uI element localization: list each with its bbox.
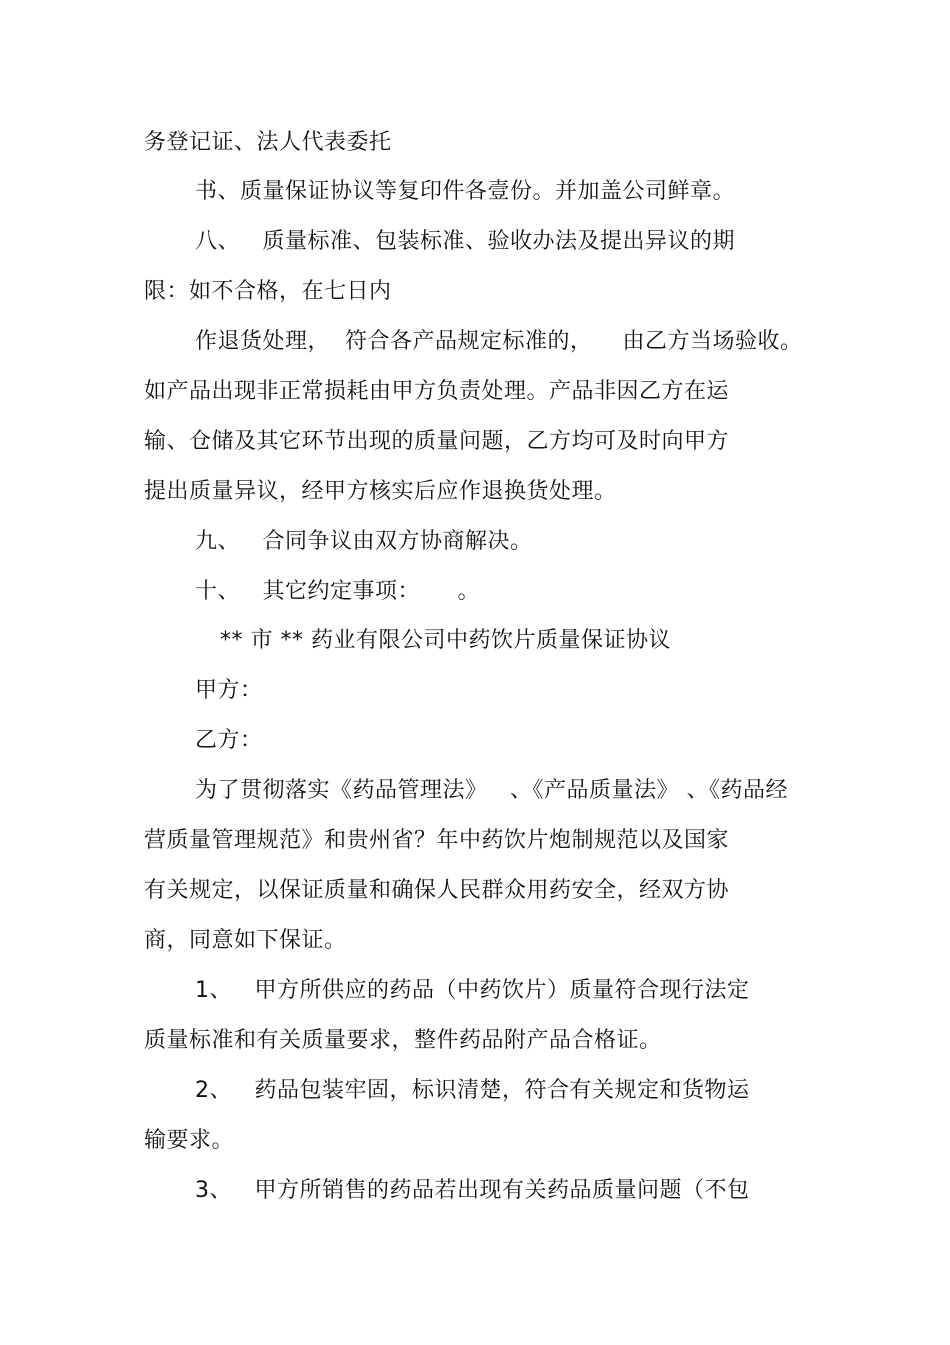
text-line: 1、 甲方所供应的药品（中药饮片）质量符合现行法定 <box>195 978 750 1003</box>
text-line: 十、 其它约定事项： 。 <box>195 579 480 604</box>
text-line: 输要求。 <box>144 1128 235 1153</box>
text-line: 商，同意如下保证。 <box>144 928 347 953</box>
text-line: 作退货处理， 符合各产品规定标准的， 由乙方当场验收。 <box>195 329 803 354</box>
text-line: 3、 甲方所销售的药品若出现有关药品质量问题（不包 <box>195 1178 750 1203</box>
text-line: 务登记证、法人代表委托 <box>144 130 392 155</box>
text-line: 2、 药品包装牢固，标识清楚，符合有关规定和货物运 <box>195 1078 750 1103</box>
text-line: 书、质量保证协议等复印件各壹份。并加盖公司鲜章。 <box>195 179 736 204</box>
text-line: 九、 合同争议由双方协商解决。 <box>195 529 533 554</box>
text-line: 营质量管理规范》和贵州省？年中药饮片炮制规范以及国家 <box>144 828 730 853</box>
text-line: 质量标准和有关质量要求，整件药品附产品合格证。 <box>144 1028 662 1053</box>
text-line: 提出质量异议，经甲方核实后应作退换货处理。 <box>144 479 617 504</box>
text-line: 如产品出现非正常损耗由甲方负责处理。产品非因乙方在运 <box>144 379 730 404</box>
text-line: 限：如不合格，在七日内 <box>144 279 392 304</box>
text-line: 甲方： <box>195 678 263 703</box>
text-line: 八、 质量标准、包装标准、验收办法及提出异议的期 <box>195 229 735 254</box>
section-title: ** 市 ** 药业有限公司中药饮片质量保证协议 <box>220 628 671 653</box>
text-line: 有关规定，以保证质量和确保人民群众用药安全，经双方协 <box>144 878 730 903</box>
text-line: 输、仓储及其它环节出现的质量问题，乙方均可及时向甲方 <box>144 429 730 454</box>
text-line: 为了贯彻落实《药品管理法》 、《产品质量法》 、《药品经 <box>195 778 788 803</box>
text-line: 乙方： <box>195 728 263 753</box>
